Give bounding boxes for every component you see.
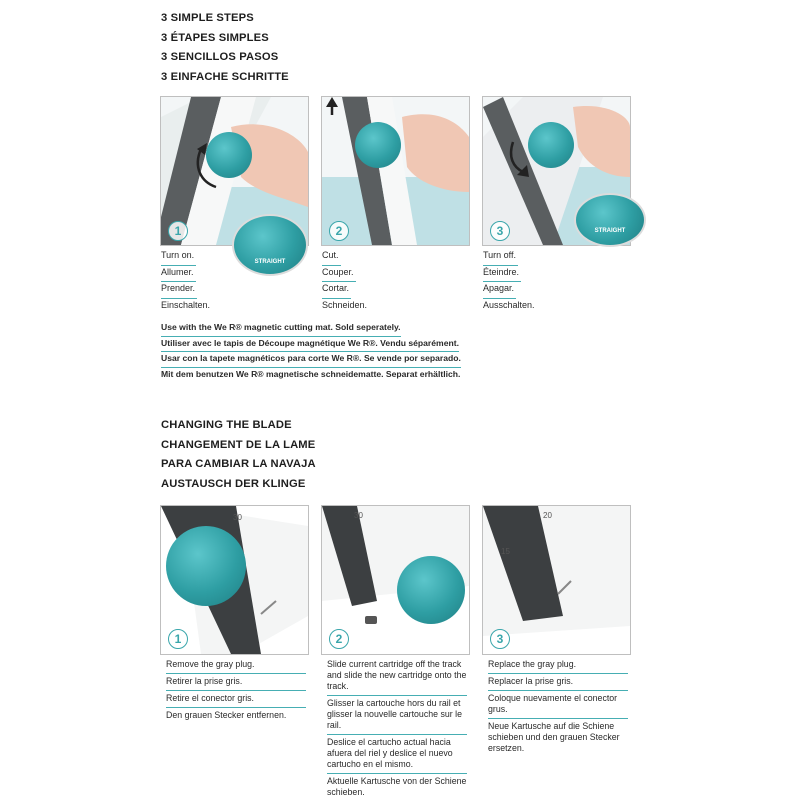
heading-en: CHANGING THE BLADE: [161, 419, 292, 431]
caption-de: Einschalten.: [161, 299, 211, 310]
heading-fr: 3 ÉTAPES SIMPLES: [161, 31, 269, 44]
caption-en: Replace the gray plug.: [488, 657, 628, 674]
step3-captions: [483, 249, 537, 314]
heading-de: AUSTAUSCH DER KLINGE: [161, 477, 306, 490]
step-number-badge: 2: [329, 629, 349, 649]
caption-fr: Replacer la prise gris.: [488, 674, 628, 691]
caption-fr: Couper.: [322, 266, 356, 283]
caption-de: Den grauen Stecker entfernen.: [166, 710, 287, 720]
ruler-mark: 30: [354, 511, 363, 520]
heading-es: 3 SENCILLOS PASOS: [161, 51, 279, 63]
caption-de: Ausschalten.: [483, 299, 535, 310]
mat-note: [161, 321, 461, 382]
ruler-mark: 30: [233, 513, 242, 522]
heading-en: 3 SIMPLE STEPS: [161, 12, 254, 24]
step-number-badge: 1: [168, 221, 188, 241]
caption-de: Neue Kartusche auf die Schiene schieben und den grauen Stecker ersetzen.: [488, 721, 620, 753]
step-number-badge: 1: [168, 629, 188, 649]
cutter-knob: [397, 556, 465, 624]
caption-de: Aktuelle Kartusche von der Schiene schieben.: [327, 776, 467, 797]
caption-es: Retire el conector gris.: [166, 691, 306, 708]
heading-es: PARA CAMBIAR LA NAVAJA: [161, 458, 316, 470]
caption-fr: Éteindre.: [483, 266, 521, 283]
heading-de: 3 EINFACHE SCHRITTE: [161, 70, 289, 83]
cutter-knob: [166, 526, 246, 606]
knob-closeup: [574, 193, 646, 247]
note-fr: Utiliser avec le tapis de Découpe magnétique We R®. Vendu séparément.: [161, 337, 459, 353]
caption-es: Deslice el cartucho actual hacia afuera del riel y deslice el nuevo cartucho en el mismo.: [327, 735, 467, 774]
knob-closeup: [232, 214, 308, 276]
knob-label: STRAIGHT: [594, 228, 626, 234]
caption-fr: Glisser la cartouche hors du rail et glisser la nouvelle cartouche sur le rail.: [327, 696, 467, 735]
step-number-badge: 3: [490, 629, 510, 649]
step-number-badge: 2: [329, 221, 349, 241]
ruler-mark: 20: [543, 511, 552, 520]
caption-en: Remove the gray plug.: [166, 657, 306, 674]
blade-step1-photo: [160, 505, 309, 655]
note-en: Use with the We R® magnetic cutting mat. Sold seperately.: [161, 321, 401, 337]
caption-en: Cut.: [322, 249, 341, 266]
ruler-mark: 15: [501, 547, 510, 556]
caption-en: Turn on.: [161, 249, 196, 266]
caption-de: Schneiden.: [322, 299, 368, 310]
heading-fr: CHANGEMENT DE LA LAME: [161, 438, 316, 451]
caption-en: Turn off.: [483, 249, 518, 266]
blade-step3-photo: [482, 505, 631, 655]
caption-es: Cortar.: [322, 282, 351, 299]
step-number-badge: 3: [490, 221, 510, 241]
blade-step3-captions: [488, 657, 628, 757]
section2-heading-list: [161, 416, 316, 494]
blade-step2-photo: [321, 505, 470, 655]
caption-es: Prender.: [161, 282, 197, 299]
caption-en: Slide current cartridge off the track and slide the new cartridge onto the track.: [327, 657, 467, 696]
caption-es: Apagar.: [483, 282, 516, 299]
note-de: Mit dem benutzen We R® magnetische schneidematte. Separat erhältlich.: [161, 368, 461, 379]
cutter-knob: [206, 132, 252, 178]
note-es: Usar con la tapete magnéticos para corte We R®. Se vende por separado.: [161, 352, 461, 368]
caption-fr: Allumer.: [161, 266, 196, 283]
step2-captions: [322, 249, 369, 314]
step2-photo: [321, 96, 470, 246]
section1-heading-list: [161, 9, 289, 87]
cutter-knob: [355, 122, 401, 168]
blade-step1-captions: [166, 657, 306, 724]
step1-captions: [161, 249, 212, 314]
blade-step2-captions: [327, 657, 467, 801]
caption-es: Coloque nuevamente el conector grus.: [488, 691, 628, 719]
cutter-knob: [528, 122, 574, 168]
knob-label: STRAIGHT: [254, 259, 286, 265]
caption-fr: Retirer la prise gris.: [166, 674, 306, 691]
